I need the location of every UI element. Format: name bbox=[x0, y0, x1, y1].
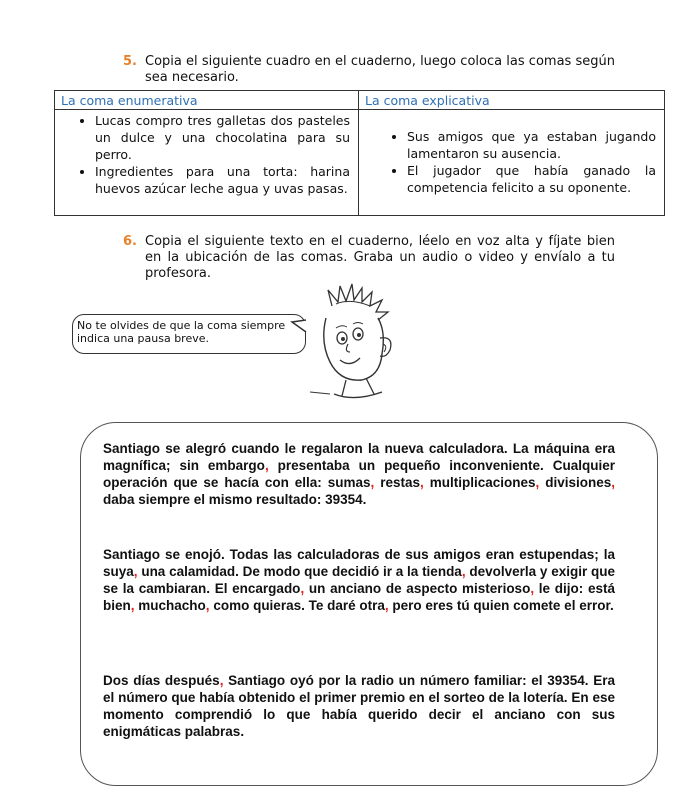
cartoon-boy-illustration bbox=[290, 282, 400, 402]
story-text: muchacho bbox=[134, 598, 206, 613]
story-text: presentaba un pequeño inconveniente. Cualquier operación que se hacía con ella: sumas bbox=[103, 458, 615, 490]
story-text: pero eres tú quien comete el error. bbox=[388, 598, 614, 613]
story-text: un anciano de aspecto misterioso bbox=[304, 581, 531, 596]
story-text: le dijo: está bien bbox=[103, 581, 615, 613]
question-5-text: Copia el siguiente cuadro en el cuaderno, luego coloca las comas según sea necesario. bbox=[145, 54, 615, 85]
cell-enumerativa bbox=[55, 110, 359, 216]
cell-explicativa bbox=[359, 110, 665, 216]
comma-mark: , bbox=[264, 458, 269, 473]
story-paragraph-2 bbox=[103, 546, 615, 614]
comma-mark: , bbox=[611, 475, 615, 490]
comma-mark: , bbox=[530, 581, 535, 596]
story-paragraph-1 bbox=[103, 440, 615, 508]
question-6-text: Copia el siguiente texto en el cuaderno, léelo en voz alta y fíjate bien en la ubicación de las comas. Graba un audio o video y envíalo a tu profesora. bbox=[145, 234, 615, 281]
story-text: divisiones bbox=[539, 475, 612, 490]
commas-table bbox=[54, 90, 665, 216]
story-text: como quieras. Te daré otra bbox=[209, 598, 385, 613]
comma-mark: , bbox=[300, 581, 305, 596]
story-text: restas bbox=[374, 475, 420, 490]
comma-mark: , bbox=[420, 475, 424, 490]
story-text: daba siempre el mismo resultado: 39354. bbox=[103, 492, 367, 507]
story-text: Dos días después bbox=[103, 673, 220, 688]
story-text: una calamidad. De modo que decidió ir a la tienda bbox=[137, 564, 462, 579]
comma-mark: , bbox=[535, 475, 540, 490]
story-text: Santiago oyó por la radio un número familiar: el 39354. Era el número que había obtenido el primer premio en el sorteo de la lotería. En ese momento comprendió lo que había querido decir el anciano con sus enigmáticas palabras. bbox=[103, 673, 615, 739]
comma-mark: , bbox=[370, 475, 375, 490]
comma-mark: , bbox=[384, 598, 389, 613]
story-text: multiplicaciones bbox=[423, 475, 536, 490]
question-5-number: 5. bbox=[123, 54, 137, 69]
speech-bubble-line-2: indica una pausa breve. bbox=[77, 332, 209, 345]
list-item: • El jugador que había ganado la competencia felicito a su oponente. bbox=[407, 162, 656, 196]
comma-mark: , bbox=[133, 564, 138, 579]
story-paragraph-3 bbox=[103, 672, 615, 740]
header-explicativa: La coma explicativa bbox=[359, 91, 665, 110]
question-6 bbox=[123, 234, 618, 286]
comma-mark: , bbox=[130, 598, 135, 613]
speech-bubble-line-1: No te olvides de que la coma siempre bbox=[77, 319, 286, 332]
list-item: • Sus amigos que ya estaban jugando lamentaron su ausencia. bbox=[407, 128, 656, 162]
story-text: Santiago se enojó. Todas las calculadoras de sus amigos eran estupendas; la suya bbox=[103, 547, 615, 579]
comma-mark: , bbox=[219, 673, 224, 688]
header-enumerativa: La coma enumerativa bbox=[55, 91, 359, 110]
story-text: devolverla y exigir que se la cambiaran. El encargado bbox=[103, 564, 615, 596]
comma-mark: , bbox=[461, 564, 466, 579]
question-5 bbox=[123, 54, 618, 88]
list-item: • Lucas compro tres galletas dos pasteles un dulce y una chocolatina para su perro. bbox=[95, 112, 350, 163]
speech-bubble bbox=[72, 314, 306, 354]
question-6-number: 6. bbox=[123, 234, 137, 249]
comma-mark: , bbox=[205, 598, 210, 613]
story-text: Santiago se alegró cuando le regalaron la nueva calculadora. La máquina era magnífica; sin embargo bbox=[103, 441, 615, 473]
list-item: • Ingredientes para una torta: harina huevos azúcar leche agua y uvas pasas. bbox=[95, 163, 350, 197]
